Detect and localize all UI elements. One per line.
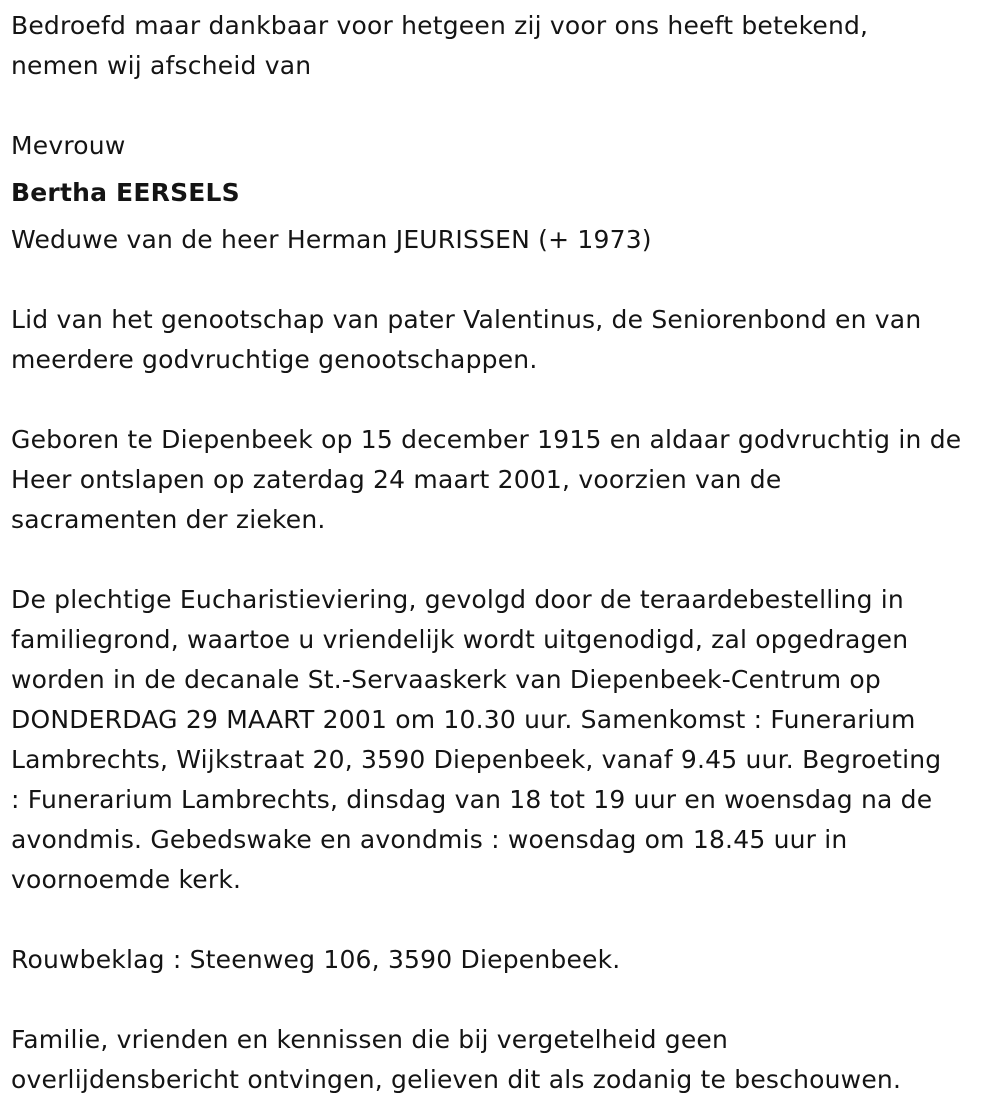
salutation: Mevrouw (11, 131, 126, 160)
spacer (11, 260, 996, 300)
membership-line-1: Lid van het genootschap van pater Valentinus, de Seniorenbond en van (11, 305, 922, 334)
birth-death-line-1: Geboren te Diepenbeek op 15 december 1915 en aldaar godvruchtig in de (11, 425, 962, 454)
intro-line-1: Bedroefd maar dankbaar voor hetgeen zij voor ons heeft betekend, (11, 11, 869, 40)
ceremony-line-7: avondmis. Gebedswake en avondmis : woensdag om 18.45 uur in (11, 825, 848, 854)
spacer (11, 380, 996, 420)
obituary-notice (11, 6, 996, 1100)
widow-of: Weduwe van de heer Herman JEURISSEN (+ 1973) (11, 225, 652, 254)
closing-line-2: overlijdensbericht ontvingen, gelieven dit als zodanig te beschouwen. (11, 1065, 902, 1094)
membership-line-2: meerdere godvruchtige genootschappen. (11, 345, 538, 374)
spacer (11, 540, 996, 580)
ceremony-line-6: : Funerarium Lambrechts, dinsdag van 18 tot 19 uur en woensdag na de (11, 785, 933, 814)
ceremony-line-5: Lambrechts, Wijkstraat 20, 3590 Diepenbeek, vanaf 9.45 uur. Begroeting (11, 745, 942, 774)
birth-death-line-2: Heer ontslapen op zaterdag 24 maart 2001, voorzien van de (11, 465, 782, 494)
spacer (11, 980, 996, 1020)
birth-death-line-3: sacramenten der zieken. (11, 505, 326, 534)
ceremony-line-1: De plechtige Eucharistieviering, gevolgd door de teraardebestelling in (11, 585, 904, 614)
spacer (11, 900, 996, 940)
ceremony-line-3: worden in de decanale St.-Servaaskerk van Diepenbeek-Centrum op (11, 665, 881, 694)
ceremony-line-4: DONDERDAG 29 MAART 2001 om 10.30 uur. Samenkomst : Funerarium (11, 705, 916, 734)
ceremony-line-8: voornoemde kerk. (11, 865, 242, 894)
deceased-name: Bertha EERSELS (11, 178, 240, 207)
intro-line-2: nemen wij afscheid van (11, 51, 312, 80)
ceremony-line-2: familiegrond, waartoe u vriendelijk wordt uitgenodigd, zal opgedragen (11, 625, 909, 654)
spacer (11, 86, 996, 126)
condolence-address: Rouwbeklag : Steenweg 106, 3590 Diepenbeek. (11, 945, 621, 974)
closing-line-1: Familie, vrienden en kennissen die bij vergetelheid geen (11, 1025, 729, 1054)
